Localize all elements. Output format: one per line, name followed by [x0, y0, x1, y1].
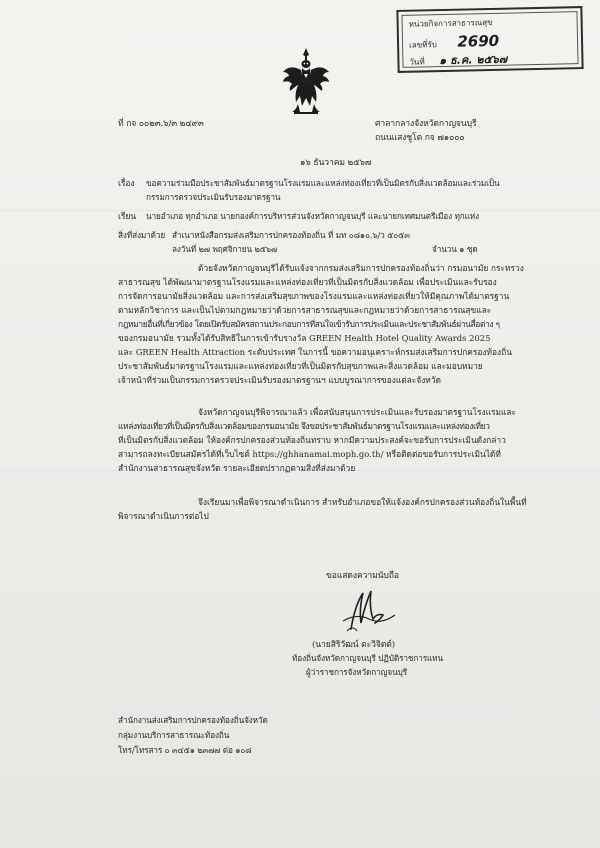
paragraph-2-line: สำนักงานสาธารณสุขจังหวัด รายละเอียดปรากฏตามสิ่งที่ส่งมาด้วย [118, 463, 356, 473]
enclosure-line-2: ลงวันที่ ๒๗ พฤศจิกายน ๒๕๖๗ [172, 244, 278, 254]
recipient-text: นายอำเภอ ทุกอำเภอ นายกองค์การบริหารส่วนจังหวัดกาญจนบุรี และนายกเทศมนตรีเมือง ทุกแห่ง [146, 211, 479, 221]
signer-title-2: ผู้ว่าราชการจังหวัดกาญจนบุรี [306, 667, 408, 677]
stamp-date-row [409, 50, 507, 70]
enclosure-label: สิ่งที่ส่งมาด้วย [118, 230, 166, 240]
enclosure-count: จำนวน ๑ ชุด [432, 244, 478, 254]
stamp-date-label: วันที่ [409, 57, 425, 67]
stamp-number-row [409, 32, 499, 52]
subject-line-1: ขอความร่วมมือประชาสัมพันธ์มาตรฐานโรงแรมและแหล่งท่องเที่ยวที่เป็นมิตรกับสิ่งแวดล้อมและร่วมเป็น [146, 178, 500, 188]
subject-label: เรื่อง [118, 179, 135, 189]
footer-phone: โทร/โทรสาร ๐ ๓๔๕๑ ๒๓๗๗ ต่อ ๑๐๘ [118, 745, 252, 755]
receipt-stamp [396, 6, 583, 73]
document-date: ๑๖ ธันวาคม ๒๕๖๗ [300, 158, 372, 168]
paragraph-1-line: ประชาสัมพันธ์มาตรฐานโรงแรมและแหล่งท่องเที่ยวที่เป็นมิตรกับสุขภาพและสิ่งแวดล้อม และมอบหมาย [118, 361, 483, 371]
stamp-office: หน่วยกิจการสาธารณสุข [408, 17, 493, 29]
paragraph-1-line: สาธารณสุข ได้พัฒนามาตรฐานโรงแรมและแหล่งท่องเที่ยวที่เป็นมิตรกับสิ่งแวดล้อม เพื่อประเมินและรับรอง [118, 277, 497, 287]
closing-salutation: ขอแสดงความนับถือ [326, 571, 399, 581]
paragraph-1-line: ด้วยจังหวัดกาญจนบุรีได้รับแจ้งจากกรมส่งเสริมการปกครองท้องถิ่นว่า กรมอนามัย กระทรวง [198, 263, 524, 273]
office-name: ศาลากลางจังหวัดกาญจนบุรี [375, 119, 477, 129]
garuda-emblem [280, 46, 332, 116]
paragraph-1-line: เจ้าหน้าที่ร่วมเป็นกรรมการตรวจประเมินรับรองมาตรฐานฯ แบบบูรณาการของแต่ละจังหวัด [118, 375, 441, 385]
paragraph-2-line: ที่เป็นมิตรกับสิ่งแวดล้อม ให้องค์กรปกครองส่วนท้องถิ่นทราบ หากมีความประสงค์จะขอรับการประเมินดังกล่าว [118, 435, 506, 445]
stamp-number-handwritten: 2690 [457, 31, 500, 51]
paragraph-3-line: จึงเรียนมาเพื่อพิจารณาดำเนินการ สำหรับอำเภอขอให้แจ้งองค์กรปกครองส่วนท้องถิ่นในพื้นที่ [198, 497, 527, 507]
stamp-number-label: เลขที่รับ [409, 40, 437, 50]
office-address: ถนนแสงชูโต กจ ๗๑๐๐๐ [375, 133, 465, 143]
recipient-label: เรียน [118, 212, 137, 222]
footer-division: กลุ่มงานบริการสาธารณะท้องถิ่น [118, 730, 230, 740]
subject-line-2: กรรมการตรวจประเมินรับรองมาตรฐาน [146, 192, 281, 202]
stamp-date-handwritten: ๑ ธ.ค. ๒๕๖๗ [439, 52, 508, 68]
paragraph-1-line: ตามหลักวิชาการ และเป็นไปตามกฎหมายว่าด้วยการสาธารณสุขและกฎหมายว่าด้วยการสาธารณสุขและ [118, 305, 492, 315]
paragraph-1-line: การจัดการอนามัยสิ่งแวดล้อม และการส่งเสริมสุขภาพของโรงแรมและแหล่งท่องเที่ยวให้มีคุณภาพได้มาตรฐาน [118, 291, 510, 301]
paragraph-1-line: ของกรมอนามัย รวมทั้งได้รับสิทธิในการเข้ารับรางวัล GREEN Health Hotel Quality Awards 2025 [118, 333, 491, 343]
footer-office: สำนักงานส่งเสริมการปกครองท้องถิ่นจังหวัด [118, 715, 268, 725]
signer-name: (นายสิริวัฒน์ ตะวิจิตต์) [312, 640, 396, 650]
handwritten-signature [333, 585, 403, 637]
paragraph-1-line: และ GREEN Health Attraction ระดับประเทศ ในการนี้ ขอความอนุเคราะห์กรมส่งเสริมการปกครองท้องถิ่น [118, 347, 512, 357]
enclosure-line-1: สำเนาหนังสือกรมส่งเสริมการปกครองท้องถิ่น ที่ มท ๐๘๑๐.๖/ว ๕๐๕๓ [172, 230, 410, 240]
paragraph-2-line: แหล่งท่องเที่ยวที่เป็นมิตรกับสิ่งแวดล้อมของกรมอนามัย จึงขอประชาสัมพันธ์มาตรฐานโรงแรมและแหล่งท่องเที่ยว [118, 421, 490, 431]
paragraph-1-line: กฎหมายอื่นที่เกี่ยวข้อง โดยเปิดรับสมัครสถานประกอบการที่สนใจเข้ารับการประเมินและประชาสัมพันธ์ผ่านสื่อต่าง ๆ [118, 319, 500, 329]
paragraph-3-line: พิจารณาดำเนินการต่อไป [118, 511, 209, 521]
document-number: ที่ กจ ๐๐๒๓.๖/๓ ๒๔๙๓ [118, 119, 204, 129]
paragraph-2-line: จังหวัดกาญจนบุรีพิจารณาแล้ว เพื่อสนับสนุนการประเมินและรับรองมาตรฐานโรงแรมและ [198, 407, 517, 417]
paragraph-2-line: สามารถลงทะเบียนสมัครได้ที่เว็บไซต์ https://ghhanamai.moph.go.th/ หรือติดต่อขอรับการประเมินได้ที่ [118, 449, 501, 459]
signer-title-1: ท้องถิ่นจังหวัดกาญจนบุรี ปฏิบัติราชการแทน [292, 653, 443, 663]
